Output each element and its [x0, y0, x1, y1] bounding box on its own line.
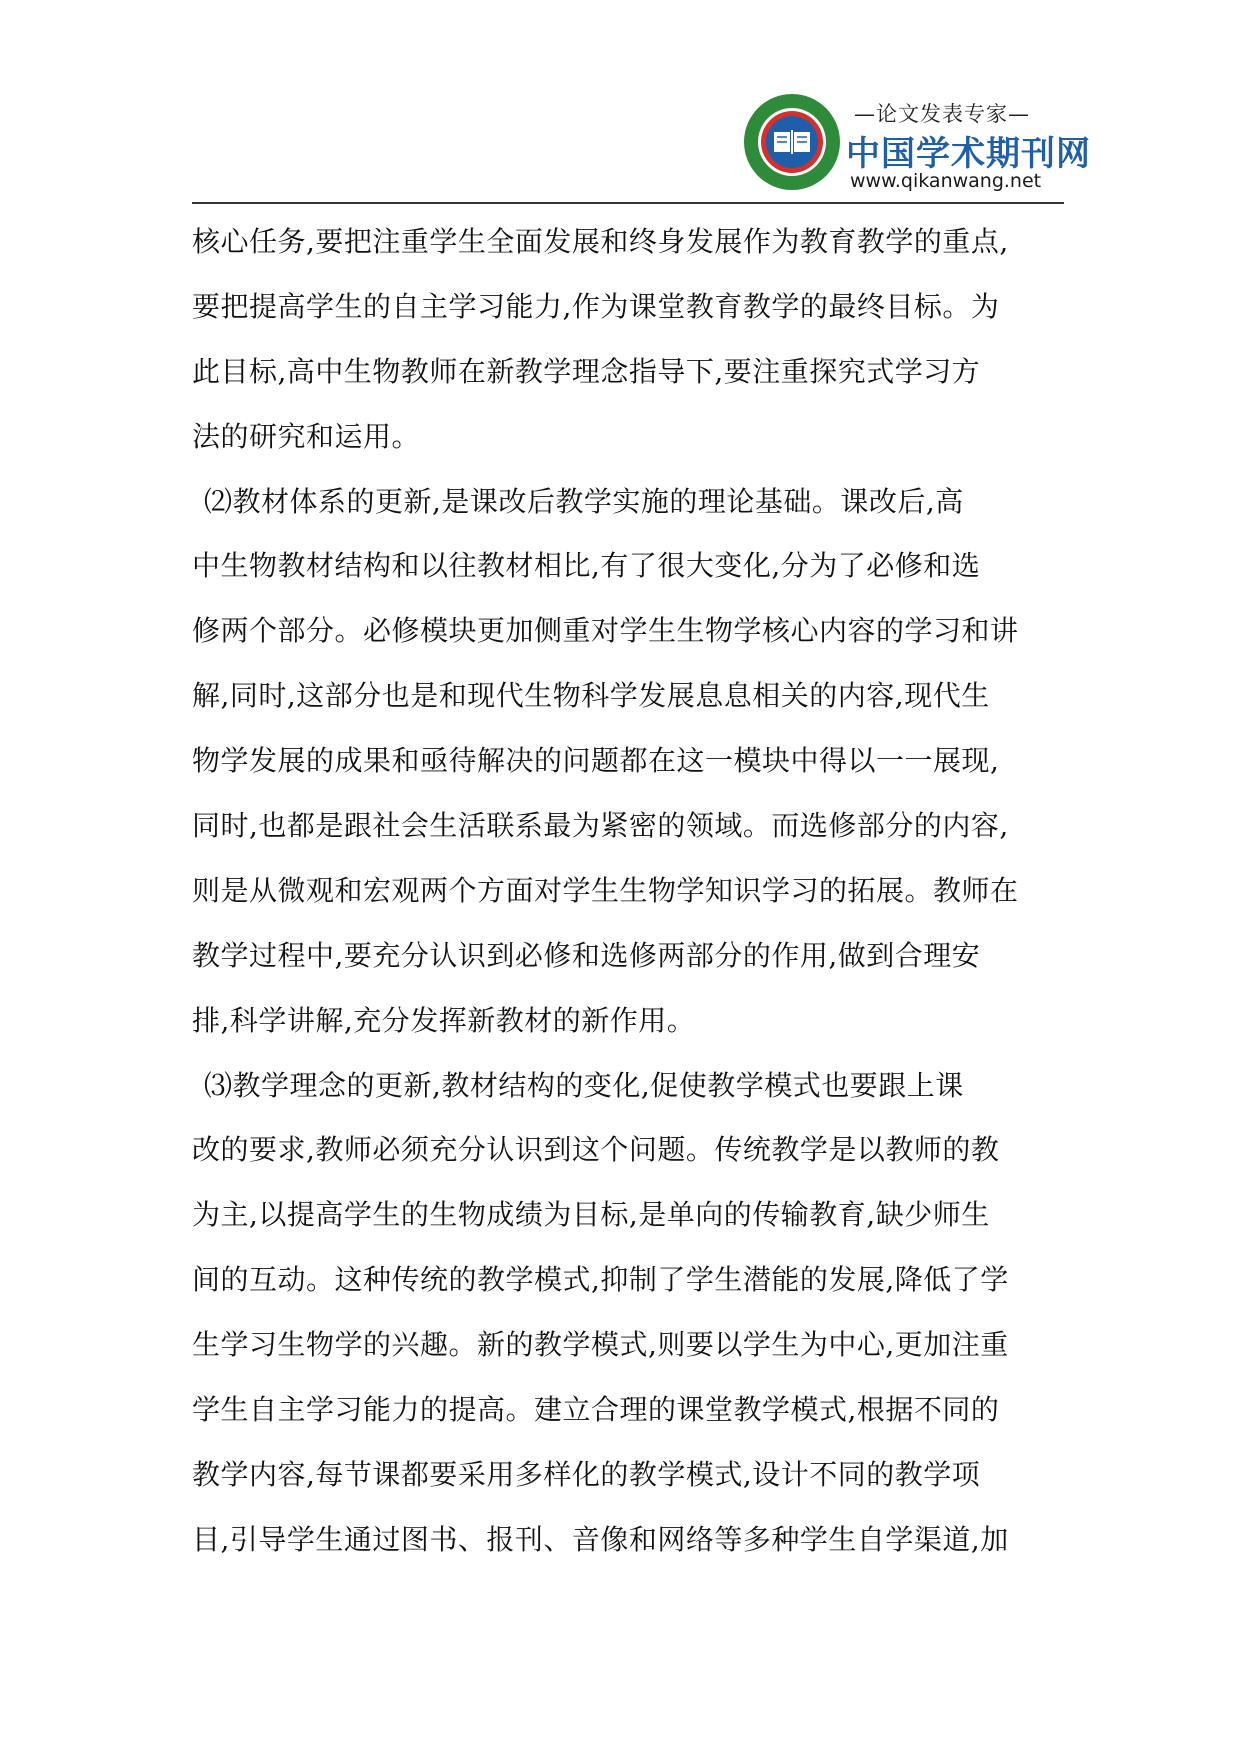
text-line: 则是从微观和宏观两个方面对学生生物学知识学习的拓展。教师在 — [192, 873, 1019, 907]
text-line: 物学发展的成果和亟待解决的问题都在这一模块中得以一一展现, — [192, 744, 1000, 778]
text-line: 中生物教材结构和以往教材相比,有了很大变化,分为了必修和选 — [192, 549, 981, 583]
text-line: 目,引导学生通过图书、报刊、音像和网络等多种学生自学渠道,加 — [192, 1522, 1009, 1556]
text-line: 教学过程中,要充分认识到必修和选修两部分的作用,做到合理安 — [192, 938, 981, 972]
qikanwang-logo[interactable] — [742, 92, 1091, 204]
text-line: 要把提高学生的自主学习能力,作为课堂教育教学的最终目标。为 — [192, 289, 1000, 323]
logo-url[interactable]: www.qikanwang.net — [850, 170, 1042, 192]
text-line: 间的互动。这种传统的教学模式,抑制了学生潜能的发展,降低了学 — [192, 1263, 1009, 1297]
text-line: 教学内容,每节课都要采用多样化的教学模式,设计不同的教学项 — [192, 1457, 981, 1491]
text-line: 同时,也都是跟社会生活联系最为紧密的领域。而选修部分的内容, — [192, 809, 1009, 843]
text-line: 此目标,高中生物教师在新教学理念指导下,要注重探究式学习方 — [192, 354, 981, 388]
text-line: 生学习生物学的兴趣。新的教学模式,则要以学生为中心,更加注重 — [192, 1328, 1009, 1362]
text-line: 改的要求,教师必须充分认识到这个问题。传统教学是以教师的教 — [192, 1133, 1000, 1167]
text-line: ⑶教学理念的更新,教材结构的变化,促使教学模式也要跟上课 — [204, 1068, 964, 1102]
text-line: 法的研究和运用。 — [192, 419, 421, 453]
book-seal-icon — [742, 92, 842, 192]
logo-tagline: —论文发表专家— — [854, 102, 1030, 126]
text-line: 为主,以提高学生的生物成绩为目标,是单向的传输教育,缺少师生 — [192, 1198, 990, 1232]
article-body — [192, 210, 1072, 1573]
logo-site-name: 中国学术期刊网 — [846, 134, 1091, 174]
text-line: 修两个部分。必修模块更加侧重对学生生物学核心内容的学习和讲 — [192, 614, 1019, 648]
text-line: 核心任务,要把注重学生全面发展和终身发展作为教育教学的重点, — [192, 225, 1009, 258]
page-header — [0, 0, 1241, 210]
header-divider — [192, 202, 1064, 204]
text-line: 排,科学讲解,充分发挥新教材的新作用。 — [192, 1003, 696, 1037]
text-line: 学生自主学习能力的提高。建立合理的课堂教学模式,根据不同的 — [192, 1393, 1000, 1427]
text-line: ⑵教材体系的更新,是课改后教学实施的理论基础。课改后,高 — [204, 484, 964, 518]
text-line: 解,同时,这部分也是和现代生物科学发展息息相关的内容,现代生 — [192, 679, 990, 713]
